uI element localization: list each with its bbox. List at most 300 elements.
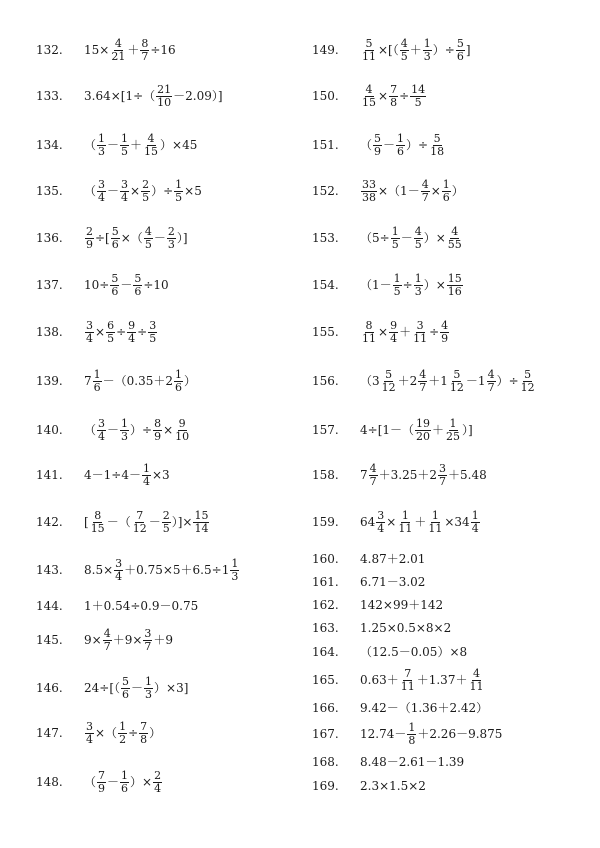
fraction: [414, 273, 423, 298]
denominator: 11: [469, 679, 484, 693]
denominator: 7: [419, 380, 427, 394]
fraction: [144, 676, 153, 701]
expression-text: ）]: [462, 423, 473, 437]
denominator: 15: [90, 521, 105, 535]
exercise-number: 155.: [312, 325, 339, 339]
fraction: [427, 510, 443, 535]
expression-text: （5÷: [360, 231, 390, 245]
expression-text: ]: [465, 43, 471, 57]
expression: [360, 179, 464, 204]
numerator: 1: [393, 271, 401, 285]
exercise-number: 161.: [312, 575, 339, 589]
fraction: [418, 369, 427, 394]
fraction: [85, 721, 94, 746]
exercise-number: 166.: [312, 701, 339, 715]
denominator: 4: [390, 331, 398, 345]
expression: [360, 463, 487, 488]
fraction: [162, 510, 171, 535]
expression-text: 8.5×: [84, 563, 114, 577]
denominator: 16: [447, 284, 462, 298]
denominator: 10: [175, 429, 190, 443]
expression: [84, 628, 173, 653]
numerator: 7: [140, 719, 148, 733]
exercise-number: 149.: [312, 43, 339, 57]
numerator: 21: [157, 82, 172, 96]
exercise-number: 169.: [312, 779, 339, 793]
exercise-number: 150.: [312, 89, 339, 103]
denominator: 6: [175, 380, 182, 394]
expression-text: （12.5－0.05）×8: [360, 645, 468, 659]
exercise-number: 145.: [36, 633, 63, 647]
expression-text: ×3: [151, 468, 170, 482]
numerator: 33: [362, 177, 376, 191]
numerator: 1: [175, 367, 182, 381]
denominator: 11: [362, 49, 376, 63]
denominator: 5: [121, 144, 129, 158]
expression: [84, 558, 240, 583]
fraction: [153, 770, 162, 795]
denominator: 4: [98, 429, 106, 443]
fraction: [167, 226, 176, 251]
fraction: [445, 418, 461, 443]
fraction: [412, 320, 428, 345]
expression-text: 7: [360, 468, 368, 482]
numerator: 3: [86, 318, 93, 332]
expression-text: －（0.35＋2: [102, 374, 173, 388]
expression-text: ×: [386, 515, 397, 529]
fraction: [414, 226, 423, 251]
fraction: [447, 273, 463, 298]
fraction: [361, 84, 377, 109]
exercise-number: 147.: [36, 726, 63, 740]
numerator: 1: [449, 416, 457, 430]
numerator: 1: [414, 271, 422, 285]
fraction: [361, 320, 377, 345]
fraction: [193, 510, 209, 535]
fraction: [120, 770, 129, 795]
fraction: [407, 722, 416, 747]
fraction: [90, 510, 106, 535]
denominator: 4: [98, 190, 106, 204]
denominator: 4: [115, 569, 123, 583]
fraction: [93, 369, 102, 394]
denominator: 11: [362, 331, 376, 345]
fraction: [468, 668, 484, 693]
fraction: [373, 133, 382, 158]
expression-text: ）]: [176, 231, 188, 245]
expression-text: 8.48－2.61－1.39: [360, 755, 465, 769]
exercise-number: 136.: [36, 231, 63, 245]
fraction: [103, 628, 112, 653]
expression-text: －: [400, 231, 413, 245]
denominator: 6: [111, 237, 119, 251]
denominator: 3: [231, 569, 239, 583]
expression-text: －: [383, 138, 396, 152]
numerator: 4: [365, 82, 373, 96]
fraction: [429, 133, 445, 158]
expression-text: －: [107, 423, 120, 437]
fraction: [174, 179, 183, 204]
exercise-number: 153.: [312, 231, 339, 245]
numerator: 4: [400, 36, 408, 50]
expression: [360, 84, 427, 109]
fraction: [423, 38, 432, 63]
denominator: 21: [111, 49, 126, 63]
denominator: 12: [520, 380, 535, 394]
expression-text: 12.74－: [360, 727, 407, 741]
fraction: [396, 133, 405, 158]
expression: [84, 226, 188, 251]
expression-text: －: [107, 138, 120, 152]
expression-text: 6.71－3.02: [360, 575, 426, 589]
denominator: 8: [408, 733, 416, 747]
exercise-number: 148.: [36, 775, 63, 789]
expression-text: ）×45: [160, 138, 198, 152]
expression-text: ＋: [127, 43, 140, 57]
expression-text: ）×: [423, 231, 446, 245]
denominator: 12: [132, 521, 147, 535]
expression: [84, 133, 197, 158]
exercise-number: 154.: [312, 278, 339, 292]
expression: [360, 599, 443, 611]
fraction: [85, 320, 94, 345]
exercise-number: 165.: [312, 673, 339, 687]
denominator: 2: [119, 732, 127, 746]
numerator: 1: [145, 674, 153, 688]
expression-text: －: [153, 231, 166, 245]
fraction: [520, 369, 536, 394]
expression: [360, 722, 502, 747]
numerator: 2: [142, 177, 150, 191]
numerator: 15: [447, 271, 462, 285]
fraction: [471, 510, 480, 535]
denominator: 12: [381, 380, 396, 394]
fraction: [442, 179, 451, 204]
exercise-number: 164.: [312, 645, 339, 659]
expression: [360, 226, 464, 251]
denominator: 8: [390, 95, 398, 109]
fraction: [438, 463, 447, 488]
expression-text: 0.63＋: [360, 673, 399, 687]
expression-text: ＋9: [153, 633, 174, 647]
denominator: 5: [175, 190, 183, 204]
expression: [360, 702, 488, 714]
expression-text: ）÷: [151, 184, 174, 198]
exercise-number: 157.: [312, 423, 339, 437]
expression-text: ÷: [402, 278, 413, 292]
numerator: 5: [453, 367, 461, 381]
denominator: 25: [446, 429, 461, 443]
numerator: 3: [439, 461, 446, 475]
expression: [84, 770, 163, 795]
denominator: 4: [154, 781, 162, 795]
numerator: 3: [86, 719, 93, 733]
denominator: 6: [134, 284, 142, 298]
expression-text: 9×: [84, 633, 102, 647]
exercise-number: 159.: [312, 515, 339, 529]
numerator: 8: [154, 416, 162, 430]
denominator: 9: [86, 237, 93, 251]
numerator: 15: [194, 508, 209, 522]
fraction: [141, 179, 150, 204]
expression: [84, 179, 202, 204]
exercise-number: 167.: [312, 727, 339, 741]
denominator: 3: [98, 144, 106, 158]
expression: [360, 320, 450, 345]
denominator: 6: [122, 687, 130, 701]
fraction: [85, 226, 94, 251]
expression-text: ＋: [409, 43, 422, 57]
fraction: [143, 628, 152, 653]
expression-text: （: [84, 184, 97, 198]
expression: [360, 38, 471, 63]
denominator: 7: [103, 639, 111, 653]
denominator: 7: [369, 474, 377, 488]
expression-text: 4÷[1－（: [360, 423, 415, 437]
denominator: 14: [194, 521, 209, 535]
numerator: 5: [385, 367, 393, 381]
denominator: 7: [421, 190, 429, 204]
expression-text: 1.25×0.5×8×2: [360, 621, 452, 635]
fraction: [410, 84, 426, 109]
numerator: 7: [404, 666, 412, 680]
exercise-number: 151.: [312, 138, 339, 152]
expression-text: ×34: [444, 515, 470, 529]
expression-text: ）: [451, 184, 464, 198]
denominator: 3: [167, 237, 175, 251]
denominator: 5: [400, 49, 408, 63]
expression-text: ＋5.48: [448, 468, 487, 482]
numerator: 4: [369, 461, 377, 475]
expression: [84, 463, 170, 488]
exercise-number: 143.: [36, 563, 63, 577]
denominator: 5: [162, 521, 170, 535]
fraction: [118, 721, 127, 746]
denominator: 5: [142, 190, 150, 204]
exercise-number: 134.: [36, 138, 63, 152]
numerator: 9: [178, 416, 186, 430]
expression-text: （: [84, 423, 97, 437]
numerator: 5: [456, 36, 464, 50]
expression-text: （: [84, 138, 97, 152]
fraction: [361, 38, 377, 63]
denominator: 11: [398, 521, 413, 535]
expression-text: －: [131, 681, 144, 695]
expression-text: ）×3]: [154, 681, 189, 695]
denominator: 6: [442, 190, 450, 204]
numerator: 9: [128, 318, 136, 332]
fraction: [144, 226, 153, 251]
numerator: 5: [111, 224, 119, 238]
fraction: [447, 226, 463, 251]
denominator: 12: [449, 380, 464, 394]
numerator: 4: [144, 224, 152, 238]
denominator: 6: [93, 380, 101, 394]
expression: [84, 273, 169, 298]
expression-text: ÷: [399, 89, 410, 103]
expression: [360, 510, 481, 535]
denominator: 11: [400, 679, 415, 693]
exercise-number: 163.: [312, 621, 339, 635]
denominator: 7: [439, 474, 446, 488]
fraction: [120, 133, 129, 158]
expression-text: ÷: [429, 325, 440, 339]
denominator: 6: [397, 144, 405, 158]
fraction: [389, 320, 398, 345]
fraction: [376, 510, 385, 535]
denominator: 15: [362, 95, 376, 109]
fraction: [487, 369, 496, 394]
numerator: 4: [414, 224, 422, 238]
expression-text: ＋1.37＋: [416, 673, 468, 687]
numerator: 7: [136, 508, 144, 522]
expression-text: 4－1÷4－: [84, 468, 141, 482]
expression-text: ）÷: [496, 374, 519, 388]
fraction: [393, 273, 402, 298]
numerator: 5: [524, 367, 532, 381]
fraction: [397, 510, 413, 535]
expression-text: （: [360, 138, 373, 152]
expression-text: ×: [378, 325, 389, 339]
expression: [84, 600, 198, 612]
denominator: 5: [391, 237, 399, 251]
expression-text: 1＋0.54÷0.9－0.75: [84, 599, 199, 613]
expression-text: ×: [378, 89, 389, 103]
expression-text: ÷16: [150, 43, 176, 57]
expression-text: 4.87＋2.01: [360, 552, 426, 566]
fraction: [400, 38, 409, 63]
numerator: 7: [390, 82, 398, 96]
numerator: 2: [154, 768, 162, 782]
expression-text: 64: [360, 515, 376, 529]
denominator: 7: [144, 639, 152, 653]
expression: [360, 780, 426, 792]
expression: [360, 133, 446, 158]
expression-text: ＋: [414, 515, 427, 529]
numerator: 4: [419, 367, 427, 381]
expression: [84, 510, 210, 535]
denominator: 9: [98, 781, 106, 795]
numerator: 1: [442, 177, 450, 191]
numerator: 14: [411, 82, 426, 96]
fraction: [156, 84, 172, 109]
numerator: 8: [94, 508, 102, 522]
numerator: 2: [86, 224, 93, 238]
fraction: [415, 418, 431, 443]
expression-text: ×: [163, 423, 174, 437]
exercise-number: 142.: [36, 515, 63, 529]
fraction: [230, 558, 239, 583]
denominator: 6: [456, 49, 464, 63]
expression-text: ÷: [137, 325, 148, 339]
fraction: [140, 38, 149, 63]
expression-text: ＋3.25＋2: [378, 468, 437, 482]
numerator: 5: [433, 131, 441, 145]
denominator: 5: [107, 331, 115, 345]
numerator: 1: [121, 131, 129, 145]
expression-text: ）×: [423, 278, 446, 292]
expression: [84, 676, 188, 701]
fraction: [421, 179, 430, 204]
fraction: [127, 320, 136, 345]
exercise-number: 135.: [36, 184, 63, 198]
fraction: [120, 418, 129, 443]
denominator: 7: [487, 380, 495, 394]
expression: [360, 273, 464, 298]
expression-text: ＋2.26－9.875: [417, 727, 503, 741]
expression-text: 2.3×1.5×2: [360, 779, 426, 793]
fraction: [389, 84, 398, 109]
expression: [84, 721, 161, 746]
expression-text: ＋: [399, 325, 412, 339]
denominator: 5: [414, 237, 422, 251]
numerator: 4: [421, 177, 429, 191]
fraction: [369, 463, 378, 488]
numerator: 3: [377, 508, 385, 522]
expression-text: －2.09）]: [173, 89, 223, 103]
exercise-number: 138.: [36, 325, 63, 339]
numerator: 2: [167, 224, 175, 238]
expression: [360, 576, 425, 588]
denominator: 5: [393, 284, 401, 298]
fraction: [143, 133, 159, 158]
expression: [360, 553, 425, 565]
expression: [84, 369, 196, 394]
fraction: [400, 668, 416, 693]
expression-text: －: [107, 184, 120, 198]
expression-text: ＋: [130, 138, 143, 152]
exercise-number: 158.: [312, 468, 339, 482]
fraction: [97, 133, 106, 158]
numerator: 5: [374, 131, 382, 145]
denominator: 5: [144, 237, 152, 251]
denominator: 3: [423, 49, 431, 63]
fraction: [361, 179, 377, 204]
numerator: 1: [121, 768, 129, 782]
denominator: 4: [121, 190, 129, 204]
expression-text: －: [120, 278, 133, 292]
expression-text: ）÷: [406, 138, 429, 152]
denominator: 11: [428, 521, 443, 535]
denominator: 3: [414, 284, 422, 298]
numerator: 1: [142, 461, 150, 475]
expression-text: ×（: [120, 231, 143, 245]
numerator: 8: [141, 36, 149, 50]
expression-text: ×: [130, 184, 141, 198]
expression-text: （: [84, 775, 97, 789]
numerator: 3: [416, 318, 424, 332]
fraction: [111, 226, 120, 251]
expression-text: 9.42－（1.36＋2.42）: [360, 701, 489, 715]
expression-text: 10÷: [84, 278, 110, 292]
fraction: [391, 226, 400, 251]
expression-text: ）÷: [432, 43, 455, 57]
expression-text: ＋2: [397, 374, 418, 388]
fraction: [174, 418, 190, 443]
expression: [360, 668, 485, 693]
exercise-number: 141.: [36, 468, 63, 482]
fraction: [97, 770, 106, 795]
numerator: 1: [98, 131, 106, 145]
expression-text: ÷10: [143, 278, 169, 292]
expression: [360, 646, 467, 658]
numerator: 3: [144, 626, 152, 640]
denominator: 3: [121, 429, 129, 443]
exercise-number: 160.: [312, 552, 339, 566]
fraction: [153, 418, 162, 443]
expression-text: 7: [84, 374, 92, 388]
expression-text: ÷: [128, 726, 139, 740]
